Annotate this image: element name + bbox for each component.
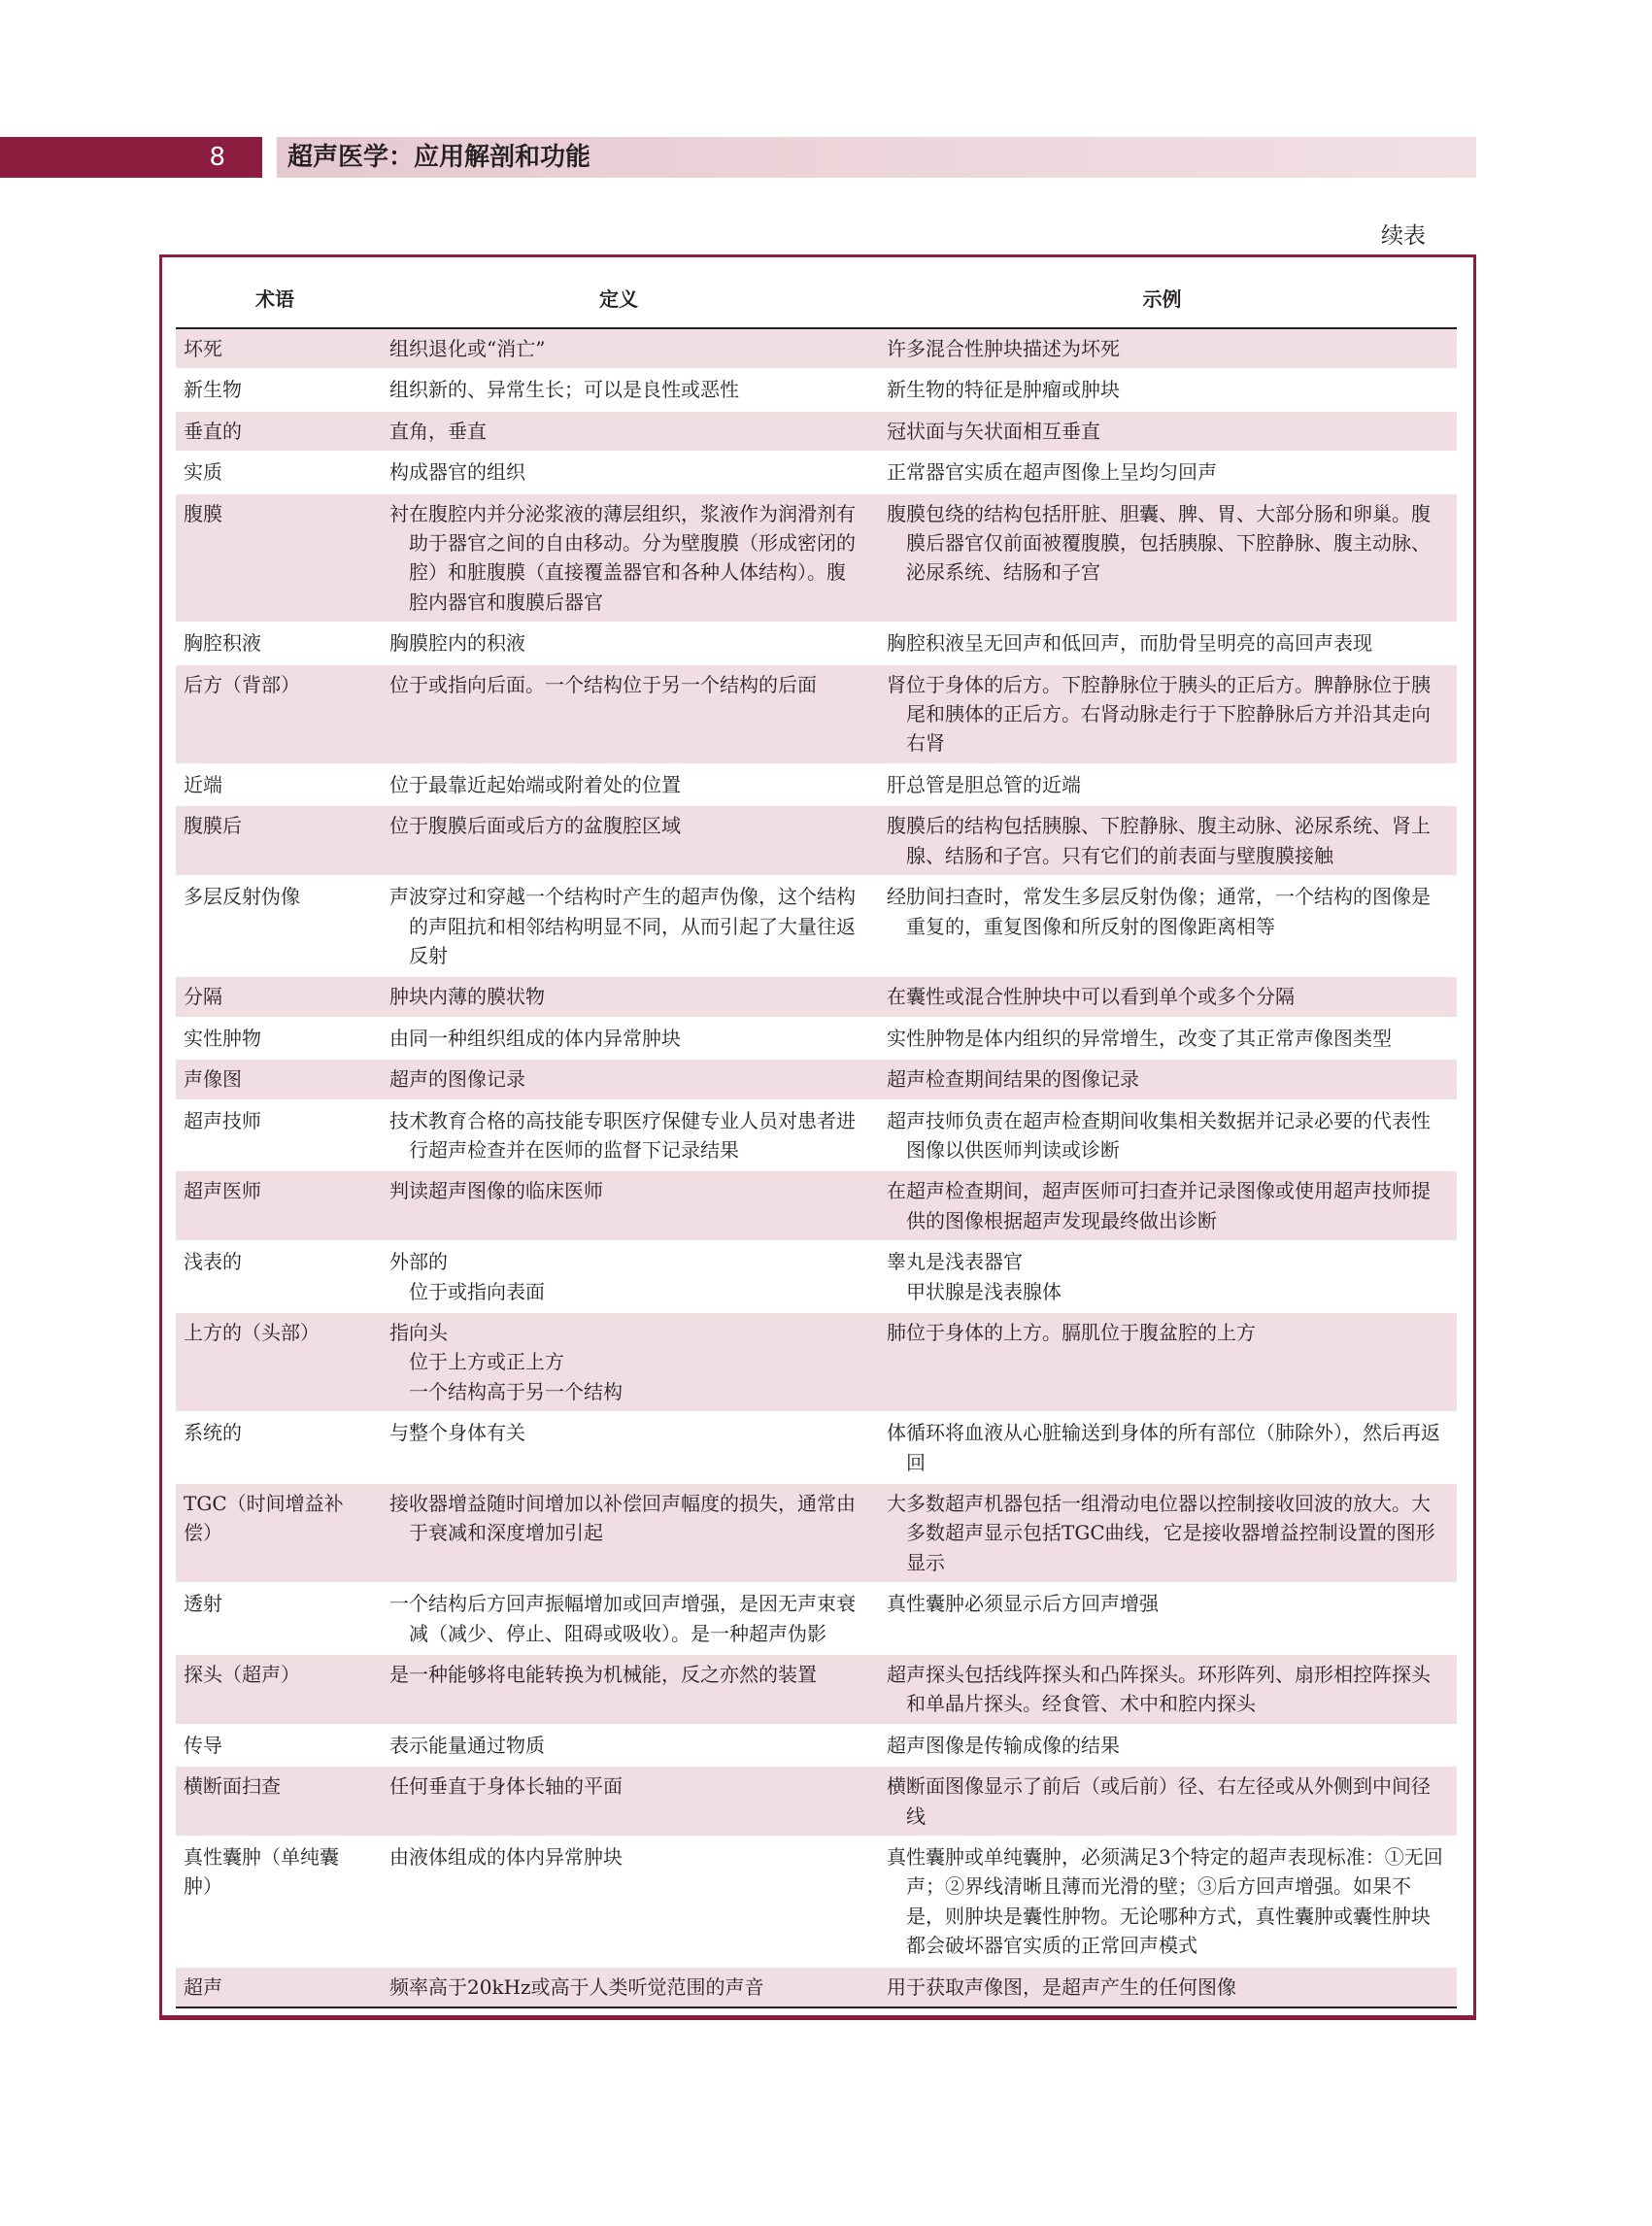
- definition-cell: 与整个身体有关: [389, 1421, 525, 1445]
- example-cell: 在囊性或混合性肿块中可以看到单个或多个分隔: [867, 976, 1457, 1017]
- example-cell: 横断面图像显示了前后（或后前）径、右左径或从外侧到中间径线: [867, 1766, 1457, 1837]
- example-cell: 睾丸是浅表器官 甲状腺是浅表腺体: [887, 1250, 1062, 1303]
- term-cell: 横断面扫查: [176, 1766, 370, 1837]
- table-row: [176, 452, 1457, 492]
- table-row: [176, 764, 1457, 805]
- term-cell: 超声技师: [184, 1108, 261, 1132]
- definition-cell: 接收器增益随时间增加以补偿回声幅度的损失，通常由于衰减和深度增加引起: [370, 1483, 867, 1583]
- term-cell: 分隔: [176, 976, 370, 1017]
- example-cell: 体循环将血液从心脏输送到身体的所有部位（肺除外），然后再返回: [887, 1421, 1440, 1474]
- table-row: [176, 623, 1457, 663]
- header-term: 术语: [176, 267, 370, 328]
- definition-cell: 外部的 位于或指向表面: [389, 1250, 545, 1303]
- definition-cell: 直角，垂直: [370, 411, 867, 452]
- terminology-table: [176, 267, 1457, 2008]
- table-row: [176, 1583, 1457, 1654]
- term-cell: 腹膜: [176, 493, 370, 624]
- table-row: [176, 1654, 1457, 1725]
- definition-cell: 频率高于20kHz或高于人类听觉范围的声音: [370, 1967, 867, 2007]
- term-cell: 后方（背部）: [176, 664, 370, 764]
- example-cell: 大多数超声机器包括一组滑动电位器以控制接收回波的放大。大多数超声显示包括TGC曲线，它是接收器增益控制设置的图形显示: [867, 1483, 1457, 1583]
- example-cell: 真性囊肿必须显示后方回声增强: [887, 1592, 1159, 1616]
- term-cell: 新生物: [184, 378, 242, 402]
- table-row: [176, 1241, 1457, 1312]
- continued-label: 续表: [1381, 223, 1426, 249]
- term-cell: 传导: [184, 1733, 222, 1757]
- page-number: 8: [209, 143, 225, 172]
- table-row: [176, 411, 1457, 452]
- term-cell: 实性肿物: [184, 1026, 261, 1050]
- definition-cell: 衬在腹腔内并分泌浆液的薄层组织，浆液作为润滑剂有助于器官之间的自由移动。分为壁腹膜（形成密闭的腔）和脏腹膜（直接覆盖器官和各种人体结构）。腹腔内器官和腹膜后器官: [370, 493, 867, 624]
- example-cell: 新生物的特征是肿瘤或肿块: [887, 378, 1120, 402]
- table-row: [176, 493, 1457, 624]
- definition-cell: 技术教育合格的高技能专职医疗保健专业人员对患者进行超声检查并在医师的监督下记录结果: [389, 1108, 856, 1162]
- term-cell: 浅表的: [184, 1250, 242, 1274]
- example-cell: 用于获取声像图，是超声产生的任何图像: [867, 1967, 1457, 2007]
- example-cell: 正常器官实质在超声图像上呈均匀回声: [887, 460, 1217, 485]
- example-cell: 经肋间扫查时，常发生多层反射伪像；通常，一个结构的图像是重复的，重复图像和所反射的图像距离相等: [887, 885, 1431, 938]
- example-cell: 胸腔积液呈无回声和低回声，而肋骨呈明亮的高回声表现: [887, 631, 1372, 656]
- term-cell: 近端: [184, 772, 222, 796]
- definition-cell: 表示能量通过物质: [389, 1733, 545, 1757]
- table-row: [176, 1412, 1457, 1483]
- definition-cell: 声波穿过和穿越一个结构时产生的超声伪像，这个结构的声阻抗和相邻结构明显不同，从而引起了大量往返反射: [389, 885, 856, 967]
- example-cell: 许多混合性肿块描述为坏死: [867, 328, 1457, 369]
- definition-cell: 组织新的、异常生长；可以是良性或恶性: [389, 378, 739, 402]
- definition-cell: 肿块内薄的膜状物: [370, 976, 867, 1017]
- table-row: [176, 976, 1457, 1017]
- example-cell: 超声检查期间结果的图像记录: [867, 1059, 1457, 1099]
- example-cell: 腹膜后的结构包括胰腺、下腔静脉、腹主动脉、泌尿系统、肾上腺、结肠和子宫。只有它们的前表面与壁腹膜接触: [867, 805, 1457, 876]
- term-cell: 系统的: [184, 1421, 242, 1445]
- table-row: [176, 1725, 1457, 1766]
- definition-cell: 由液体组成的体内异常肿块: [389, 1845, 623, 1870]
- table-row: [176, 1312, 1457, 1412]
- definition-cell: 由同一种组织组成的体内异常肿块: [389, 1026, 681, 1050]
- example-cell: 超声图像是传输成像的结果: [887, 1733, 1120, 1757]
- example-cell: 腹膜包绕的结构包括肝脏、胆囊、脾、胃、大部分肠和卵巢。腹膜后器官仅前面被覆腹膜，包括胰腺、下腔静脉、腹主动脉、泌尿系统、结肠和子宫: [867, 493, 1457, 624]
- definition-cell: 位于或指向后面。一个结构位于另一个结构的后面: [370, 664, 867, 764]
- example-cell: 肝总管是胆总管的近端: [887, 772, 1081, 796]
- term-cell: 实质: [184, 460, 222, 485]
- header-definition: 定义: [370, 267, 867, 328]
- definition-cell: 位于腹膜后面或后方的盆腹腔区域: [370, 805, 867, 876]
- running-title: 超声医学：应用解剖和功能: [287, 143, 591, 172]
- example-cell: 超声技师负责在超声检查期间收集相关数据并记录必要的代表性图像以供医师判读或诊断: [887, 1108, 1431, 1162]
- table-row: [176, 1170, 1457, 1241]
- definition-cell: 判读超声图像的临床医师: [370, 1170, 867, 1241]
- term-cell: TGC（时间增益补偿）: [176, 1483, 370, 1583]
- term-cell: 胸腔积液: [184, 631, 261, 656]
- definition-cell: 超声的图像记录: [370, 1059, 867, 1099]
- table-header-row: [176, 267, 1457, 328]
- term-cell: 超声医师: [176, 1170, 370, 1241]
- definition-cell: 位于最靠近起始端或附着处的位置: [389, 772, 681, 796]
- definition-cell: 组织退化或“消亡”: [370, 328, 867, 369]
- term-cell: 探头（超声）: [176, 1654, 370, 1725]
- definition-cell: 一个结构后方回声振幅增加或回声增强，是因无声束衰减（减少、停止、阻碍或吸收）。是一种超声伪影: [389, 1592, 856, 1645]
- definition-cell: 指向头 位于上方或正上方 一个结构高于另一个结构: [370, 1312, 867, 1412]
- term-cell: 腹膜后: [176, 805, 370, 876]
- term-cell: 超声: [176, 1967, 370, 2007]
- term-cell: 上方的（头部）: [176, 1312, 370, 1412]
- term-cell: 真性囊肿（单纯囊肿）: [184, 1845, 339, 1899]
- term-cell: 垂直的: [176, 411, 370, 452]
- header-example: 示例: [867, 267, 1457, 328]
- definition-cell: 胸膜腔内的积液: [389, 631, 525, 656]
- definition-cell: 构成器官的组织: [389, 460, 525, 485]
- example-cell: 冠状面与矢状面相互垂直: [867, 411, 1457, 452]
- table-row: [176, 1766, 1457, 1837]
- table-row: [176, 1100, 1457, 1171]
- example-cell: 真性囊肿或单纯囊肿，必须满足3个特定的超声表现标准：①无回声；②界线清晰且薄而光滑的壁；③后方回声增强。如果不是，则肿块是囊性肿物。无论哪种方式，真性囊肿或囊性肿块都会破坏器官实质的正常回声模式: [887, 1845, 1443, 1958]
- table-row: [176, 876, 1457, 976]
- table-row: [176, 369, 1457, 410]
- example-cell: 超声探头包括线阵探头和凸阵探头。环形阵列、扇形相控阵探头和单晶片探头。经食管、术中和腔内探头: [867, 1654, 1457, 1725]
- example-cell: 在超声检查期间，超声医师可扫查并记录图像或使用超声技师提供的图像根据超声发现最终做出诊断: [867, 1170, 1457, 1241]
- definition-cell: 任何垂直于身体长轴的平面: [370, 1766, 867, 1837]
- table-row: [176, 328, 1457, 369]
- term-cell: 多层反射伪像: [184, 885, 300, 909]
- table-row: [176, 1837, 1457, 1967]
- term-cell: 坏死: [176, 328, 370, 369]
- example-cell: 实性肿物是体内组织的异常增生，改变了其正常声像图类型: [887, 1026, 1392, 1050]
- definition-cell: 是一种能够将电能转换为机械能，反之亦然的装置: [370, 1654, 867, 1725]
- term-cell: 透射: [184, 1592, 222, 1616]
- table-row: [176, 1018, 1457, 1059]
- table-row: [176, 664, 1457, 764]
- example-cell: 肺位于身体的上方。膈肌位于腹盆腔的上方: [867, 1312, 1457, 1412]
- table-row: [176, 1483, 1457, 1583]
- term-cell: 声像图: [176, 1059, 370, 1099]
- table-row: [176, 1967, 1457, 2007]
- table-row: [176, 1059, 1457, 1099]
- example-cell: 肾位于身体的后方。下腔静脉位于胰头的正后方。脾静脉位于胰尾和胰体的正后方。右肾动脉走行于下腔静脉后方并沿其走向右肾: [867, 664, 1457, 764]
- table-row: [176, 805, 1457, 876]
